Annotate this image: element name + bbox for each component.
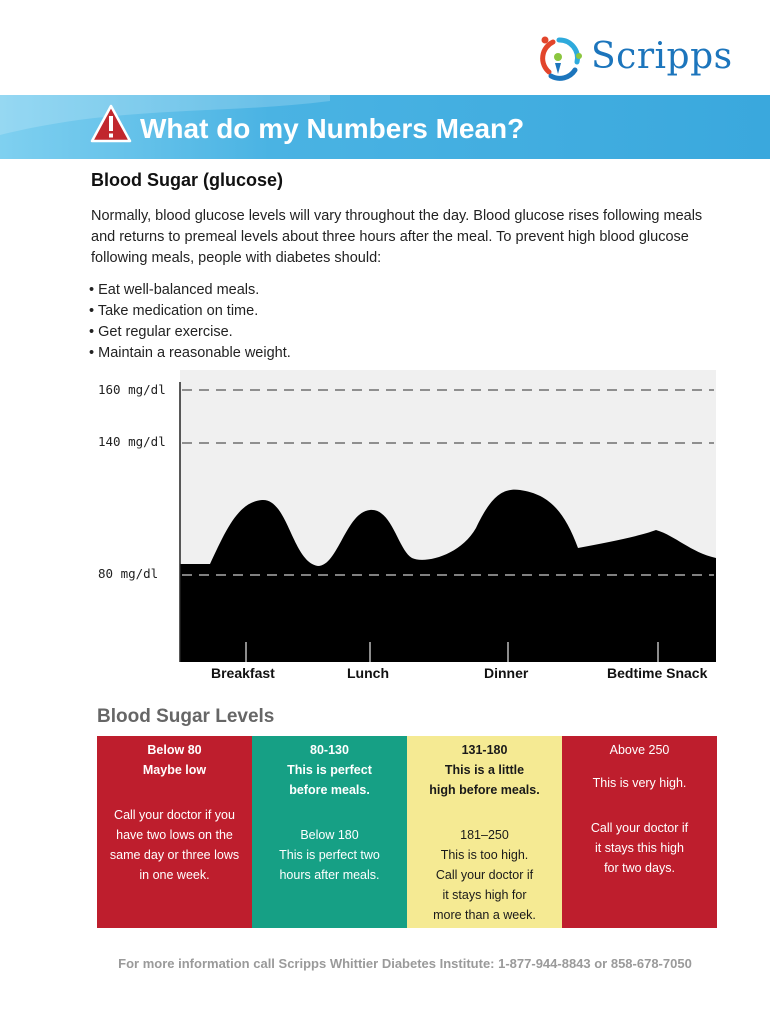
tips-list (89, 280, 291, 364)
y-label-140: 140 mg/dl (98, 434, 166, 449)
level-text: This is too high. (440, 848, 529, 862)
x-label-dinner: Dinner (484, 665, 529, 681)
x-label-lunch: Lunch (347, 665, 389, 681)
list-item: • Maintain a reasonable weight. (89, 343, 291, 364)
level-range: 80-130 (310, 743, 349, 757)
level-status: This is perfect (287, 763, 372, 777)
y-label-160: 160 mg/dl (98, 382, 166, 397)
y-label-80: 80 mg/dl (98, 566, 159, 581)
level-text: in one week. (139, 868, 210, 882)
level-text: it stays high for (442, 888, 527, 902)
level-text: for two days. (604, 861, 675, 875)
level-status: This is a little (444, 763, 525, 777)
level-status: high before meals. (429, 783, 540, 797)
page-title: What do my Numbers Mean? (140, 113, 525, 144)
x-label-bedtime-snack: Bedtime Snack (607, 665, 708, 681)
warning-triangle-icon (90, 104, 132, 144)
level-text: more than a week. (433, 908, 536, 922)
levels-table (97, 736, 717, 928)
level-status: Maybe low (142, 763, 207, 777)
level-text: 181–250 (460, 828, 509, 842)
level-text: This is perfect two (279, 848, 380, 862)
level-text: same day or three lows (109, 848, 240, 862)
level-range: Above 250 (609, 743, 670, 757)
level-above-250 (562, 736, 717, 928)
levels-title: Blood Sugar Levels (97, 706, 275, 727)
logo-text: Scripps (591, 36, 733, 77)
level-text: Call your doctor if (590, 821, 689, 835)
footer-contact: For more information call Scripps Whittier Diabetes Institute: 1-877-944-8843 or 858-678-7050 (118, 956, 692, 971)
level-text: it stays this high (595, 841, 684, 855)
intro-paragraph: Normally, blood glucose levels will vary throughout the day. Blood glucose rises following meals and returns to premeal levels about three hours after the meal. To prevent high blood glucose following meals, people with diabetes should: (91, 208, 703, 266)
level-text: Call your doctor if you (114, 808, 235, 822)
level-below-80 (97, 736, 252, 928)
scripps-logo (535, 32, 735, 87)
level-80-130 (252, 736, 407, 928)
level-text: hours after meals. (279, 868, 380, 882)
level-range: Below 80 (147, 743, 202, 757)
list-item: • Get regular exercise. (89, 322, 291, 343)
list-item: • Eat well-balanced meals. (89, 280, 291, 301)
list-item: • Take medication on time. (89, 301, 291, 322)
chart-base-fill (180, 576, 716, 662)
level-text: Call your doctor if (435, 868, 534, 882)
level-text: have two lows on the (116, 828, 233, 842)
scripps-figure-icon (535, 32, 587, 84)
level-status: before meals. (289, 783, 370, 797)
level-status: This is very high. (592, 776, 687, 790)
level-range: 131-180 (461, 743, 508, 757)
glucose-chart (0, 370, 770, 690)
level-131-180 (407, 736, 562, 928)
x-label-breakfast: Breakfast (211, 665, 275, 681)
section-title: Blood Sugar (glucose) (91, 170, 284, 190)
level-text: Below 180 (300, 828, 359, 842)
